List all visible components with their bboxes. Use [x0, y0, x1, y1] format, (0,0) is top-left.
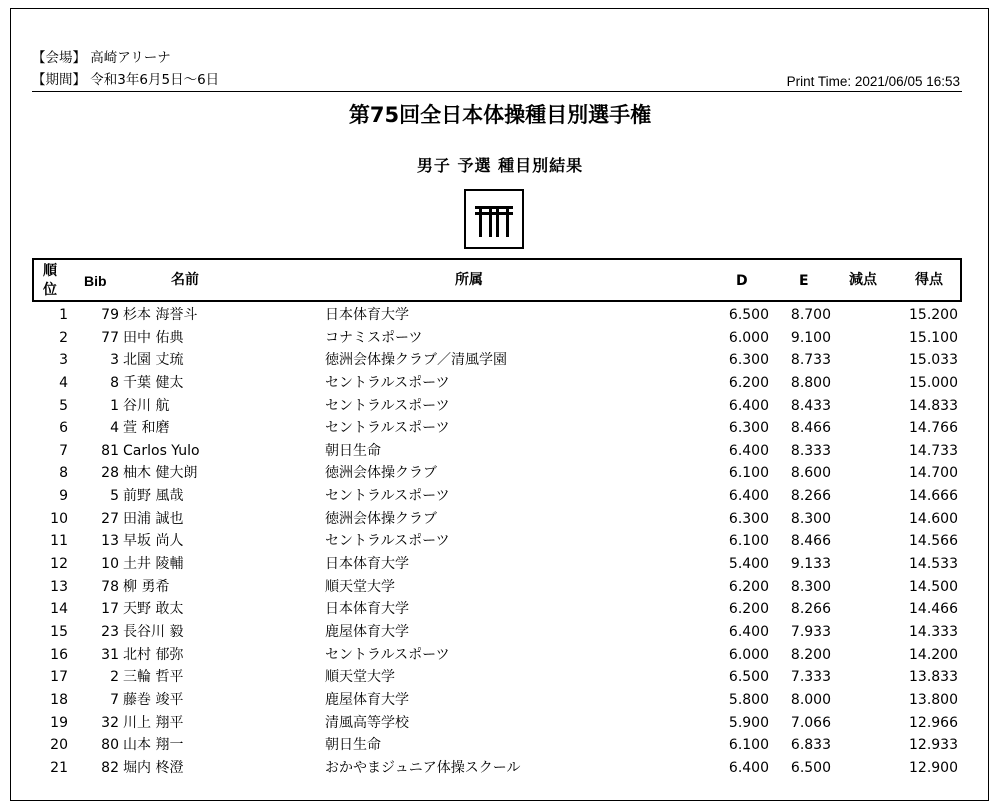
header-d: D	[736, 273, 748, 289]
team-cell: セントラルスポーツ	[325, 397, 450, 414]
venue-line	[32, 50, 171, 67]
d-score-cell: 5.800	[728, 691, 769, 708]
table-row	[32, 757, 962, 780]
table-row	[32, 508, 962, 531]
table-row	[32, 530, 962, 553]
name-cell: 堀内 柊澄	[123, 759, 184, 776]
bib-cell: 13	[101, 533, 119, 550]
team-cell: 清風高等学校	[325, 714, 409, 731]
table-row	[32, 440, 962, 463]
e-score-cell: 7.066	[790, 714, 831, 731]
d-score-cell: 6.400	[728, 397, 769, 414]
name-cell: 山本 翔一	[123, 737, 184, 754]
e-score-cell: 6.500	[790, 759, 831, 776]
e-score-cell: 8.200	[790, 646, 831, 663]
team-cell: コナミスポーツ	[325, 329, 423, 346]
rank-cell: 10	[50, 510, 68, 527]
team-cell: 徳洲会体操クラブ／清風学園	[325, 352, 507, 369]
period-line	[32, 72, 219, 89]
e-score-cell: 8.466	[790, 420, 831, 437]
print-time: Print Time: 2021/06/05 16:53	[786, 74, 960, 89]
table-row	[32, 417, 962, 440]
bib-cell: 82	[101, 759, 119, 776]
final-score-cell: 14.533	[909, 556, 958, 573]
table-row	[32, 734, 962, 757]
d-score-cell: 5.900	[728, 714, 769, 731]
team-cell: おかやまジュニア体操スクール	[325, 759, 521, 776]
final-score-cell: 15.000	[909, 374, 958, 391]
team-cell: 徳洲会体操クラブ	[325, 510, 437, 527]
name-cell: Carlos Yulo	[123, 442, 200, 459]
name-cell: 天野 敢太	[123, 601, 184, 618]
e-score-cell: 8.333	[790, 442, 831, 459]
name-cell: 早坂 尚人	[123, 533, 184, 550]
d-score-cell: 6.100	[728, 737, 769, 754]
final-score-cell: 15.200	[909, 307, 958, 323]
header-rank-line1: 順	[43, 263, 57, 279]
final-score-cell: 12.966	[909, 714, 958, 731]
final-score-cell: 14.833	[909, 397, 958, 414]
bib-cell: 31	[101, 646, 119, 663]
team-cell: 日本体育大学	[325, 556, 409, 573]
bib-cell: 3	[110, 352, 119, 369]
table-row	[32, 712, 962, 735]
d-score-cell: 6.000	[728, 646, 769, 663]
team-cell: セントラルスポーツ	[325, 533, 450, 550]
bib-cell: 2	[110, 669, 119, 686]
final-score-cell: 12.900	[909, 759, 958, 776]
bib-cell: 79	[101, 307, 119, 323]
e-score-cell: 8.800	[790, 374, 831, 391]
final-score-cell: 14.700	[909, 465, 958, 482]
period-label: 【期間】	[32, 72, 86, 88]
rank-cell: 8	[59, 465, 68, 482]
bib-cell: 78	[101, 578, 119, 595]
header-team: 所属	[455, 272, 483, 288]
table-row	[32, 689, 962, 712]
header-name: 名前	[171, 272, 199, 288]
team-cell: 鹿屋体育大学	[325, 623, 409, 640]
name-cell: 北園 丈琉	[123, 352, 184, 369]
d-score-cell: 6.100	[728, 533, 769, 550]
team-cell: セントラルスポーツ	[325, 646, 450, 663]
name-cell: 土井 陵輔	[123, 556, 184, 573]
name-cell: 杉本 海誉斗	[123, 307, 198, 323]
rank-cell: 13	[50, 578, 68, 595]
header-score: 得点	[915, 272, 943, 288]
name-cell: 柚木 健大朗	[123, 465, 198, 482]
name-cell: 田浦 誠也	[123, 510, 184, 527]
bib-cell: 10	[101, 556, 119, 573]
team-cell: セントラルスポーツ	[325, 420, 450, 437]
d-score-cell: 6.400	[728, 759, 769, 776]
rank-cell: 19	[50, 714, 68, 731]
rank-cell: 9	[59, 488, 68, 505]
e-score-cell: 8.466	[790, 533, 831, 550]
e-score-cell: 8.000	[790, 691, 831, 708]
page-title: 第75回全日本体操種目別選手権	[348, 103, 652, 127]
e-score-cell: 8.266	[790, 601, 831, 618]
e-score-cell: 7.933	[790, 623, 831, 640]
team-cell: 日本体育大学	[325, 307, 409, 323]
final-score-cell: 14.466	[909, 601, 958, 618]
name-cell: 藤巻 竣平	[123, 691, 184, 708]
page-subtitle: 男子 予選 種目別結果	[416, 156, 584, 175]
period-value: 令和3年6月5日～6日	[90, 72, 220, 88]
bib-cell: 81	[101, 442, 119, 459]
table-row	[32, 395, 962, 418]
e-score-cell: 9.100	[790, 329, 831, 346]
bib-cell: 17	[101, 601, 119, 618]
e-score-cell: 8.733	[790, 352, 831, 369]
rank-cell: 12	[50, 556, 68, 573]
bib-cell: 4	[110, 420, 119, 437]
d-score-cell: 6.300	[728, 420, 769, 437]
final-score-cell: 14.666	[909, 488, 958, 505]
rank-cell: 18	[50, 691, 68, 708]
rank-cell: 5	[59, 397, 68, 414]
header-bib: Bib	[84, 273, 107, 289]
bib-cell: 28	[101, 465, 119, 482]
venue-label: 【会場】	[32, 50, 86, 66]
rank-cell: 3	[59, 352, 68, 369]
table-row	[32, 553, 962, 576]
name-cell: 川上 翔平	[123, 714, 184, 731]
rank-cell: 7	[59, 442, 68, 459]
rank-cell: 17	[50, 669, 68, 686]
name-cell: 北村 郁弥	[123, 646, 184, 663]
bib-cell: 80	[101, 737, 119, 754]
final-score-cell: 14.600	[909, 510, 958, 527]
d-score-cell: 6.300	[728, 352, 769, 369]
rank-cell: 1	[59, 307, 68, 323]
header-divider	[32, 91, 962, 92]
final-score-cell: 14.733	[909, 442, 958, 459]
name-cell: 田中 佑典	[123, 329, 184, 346]
team-cell: 朝日生命	[325, 442, 381, 459]
final-score-cell: 14.766	[909, 420, 958, 437]
final-score-cell: 14.200	[909, 646, 958, 663]
final-score-cell: 14.500	[909, 578, 958, 595]
rank-cell: 14	[50, 601, 68, 618]
team-cell: 順天堂大学	[325, 669, 395, 686]
d-score-cell: 6.200	[728, 601, 769, 618]
d-score-cell: 6.500	[728, 307, 769, 323]
bib-cell: 77	[101, 329, 119, 346]
table-row	[32, 304, 962, 327]
rank-cell: 6	[59, 420, 68, 437]
d-score-cell: 6.000	[728, 329, 769, 346]
d-score-cell: 6.500	[728, 669, 769, 686]
results-table	[32, 304, 962, 779]
team-cell: 順天堂大学	[325, 578, 395, 595]
e-score-cell: 9.133	[790, 556, 831, 573]
bib-cell: 7	[110, 691, 119, 708]
table-row	[32, 621, 962, 644]
d-score-cell: 5.400	[728, 556, 769, 573]
table-row	[32, 598, 962, 621]
venue-value: 高崎アリーナ	[90, 50, 171, 66]
d-score-cell: 6.200	[728, 578, 769, 595]
table-row	[32, 462, 962, 485]
rank-cell: 21	[50, 759, 68, 776]
parallel-bars-icon	[464, 189, 524, 249]
rank-cell: 16	[50, 646, 68, 663]
table-row	[32, 485, 962, 508]
final-score-cell: 14.333	[909, 623, 958, 640]
team-cell: 朝日生命	[325, 737, 381, 754]
d-score-cell: 6.200	[728, 374, 769, 391]
rank-cell: 20	[50, 737, 68, 754]
final-score-cell: 15.033	[909, 352, 958, 369]
header-rank-line2: 位	[43, 282, 57, 298]
e-score-cell: 8.300	[790, 510, 831, 527]
header-e: E	[799, 273, 809, 289]
final-score-cell: 12.933	[909, 737, 958, 754]
bib-cell: 32	[101, 714, 119, 731]
e-score-cell: 8.433	[790, 397, 831, 414]
team-cell: セントラルスポーツ	[325, 374, 450, 391]
e-score-cell: 8.266	[790, 488, 831, 505]
table-row	[32, 666, 962, 689]
bib-cell: 5	[110, 488, 119, 505]
d-score-cell: 6.400	[728, 442, 769, 459]
team-cell: 徳洲会体操クラブ	[325, 465, 437, 482]
header-deduction: 減点	[849, 272, 877, 288]
name-cell: 谷川 航	[123, 397, 170, 414]
team-cell: セントラルスポーツ	[325, 488, 450, 505]
d-score-cell: 6.400	[728, 623, 769, 640]
name-cell: 長谷川 毅	[123, 623, 184, 640]
e-score-cell: 8.300	[790, 578, 831, 595]
rank-cell: 11	[50, 533, 68, 550]
e-score-cell: 8.700	[790, 307, 831, 323]
bib-cell: 27	[101, 510, 119, 527]
table-row	[32, 349, 962, 372]
team-cell: 鹿屋体育大学	[325, 691, 409, 708]
d-score-cell: 6.300	[728, 510, 769, 527]
e-score-cell: 6.833	[790, 737, 831, 754]
table-row	[32, 372, 962, 395]
bib-cell: 8	[110, 374, 119, 391]
name-cell: 前野 風哉	[123, 488, 184, 505]
table-row	[32, 576, 962, 599]
name-cell: 千葉 健太	[123, 374, 184, 391]
table-header	[32, 258, 962, 302]
e-score-cell: 7.333	[790, 669, 831, 686]
rank-cell: 4	[59, 374, 68, 391]
final-score-cell: 13.800	[909, 691, 958, 708]
rank-cell: 2	[59, 329, 68, 346]
name-cell: 柳 勇希	[123, 578, 170, 595]
name-cell: 三輪 哲平	[123, 669, 184, 686]
team-cell: 日本体育大学	[325, 601, 409, 618]
d-score-cell: 6.400	[728, 488, 769, 505]
rank-cell: 15	[50, 623, 68, 640]
final-score-cell: 15.100	[909, 329, 958, 346]
bib-cell: 1	[110, 397, 119, 414]
final-score-cell: 14.566	[909, 533, 958, 550]
d-score-cell: 6.100	[728, 465, 769, 482]
table-row	[32, 327, 962, 350]
e-score-cell: 8.600	[790, 465, 831, 482]
table-row	[32, 644, 962, 667]
bib-cell: 23	[101, 623, 119, 640]
name-cell: 萱 和磨	[123, 420, 170, 437]
final-score-cell: 13.833	[909, 669, 958, 686]
